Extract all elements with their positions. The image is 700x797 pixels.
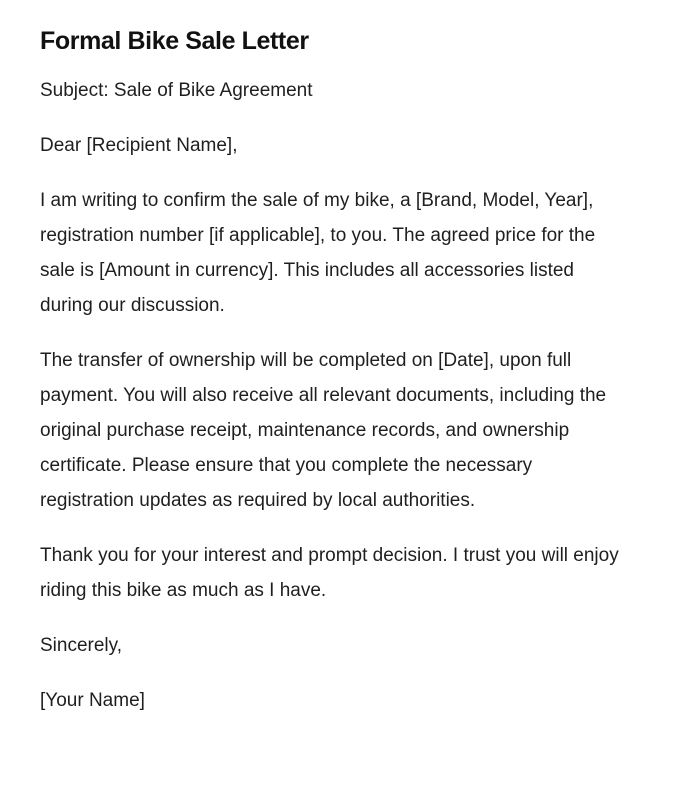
letter-closing: Sincerely, [40,635,123,656]
letter-subject: Subject: Sale of Bike Agreement [40,80,313,101]
letter-paragraph-1: I am writing to confirm the sale of my bike, a [Brand, Model, Year], registration number [if applicable], to you. The agreed price for the sale is [Amount in currency]. This includes all accessories listed during our discussion. [40,190,596,316]
letter-signature: [Your Name] [40,690,145,711]
letter-paragraph-3: Thank you for your interest and prompt decision. I trust you will enjoy riding this bike as much as I have. [40,545,619,601]
letter-salutation: Dear [Recipient Name], [40,135,238,156]
letter-paragraph-2: The transfer of ownership will be completed on [Date], upon full payment. You will also receive all relevant documents, including the original purchase receipt, maintenance records, and ownership certificate. Please ensure that you complete the necessary registration updates as required by local authorities. [40,350,607,511]
letter-title: Formal Bike Sale Letter [40,27,309,55]
